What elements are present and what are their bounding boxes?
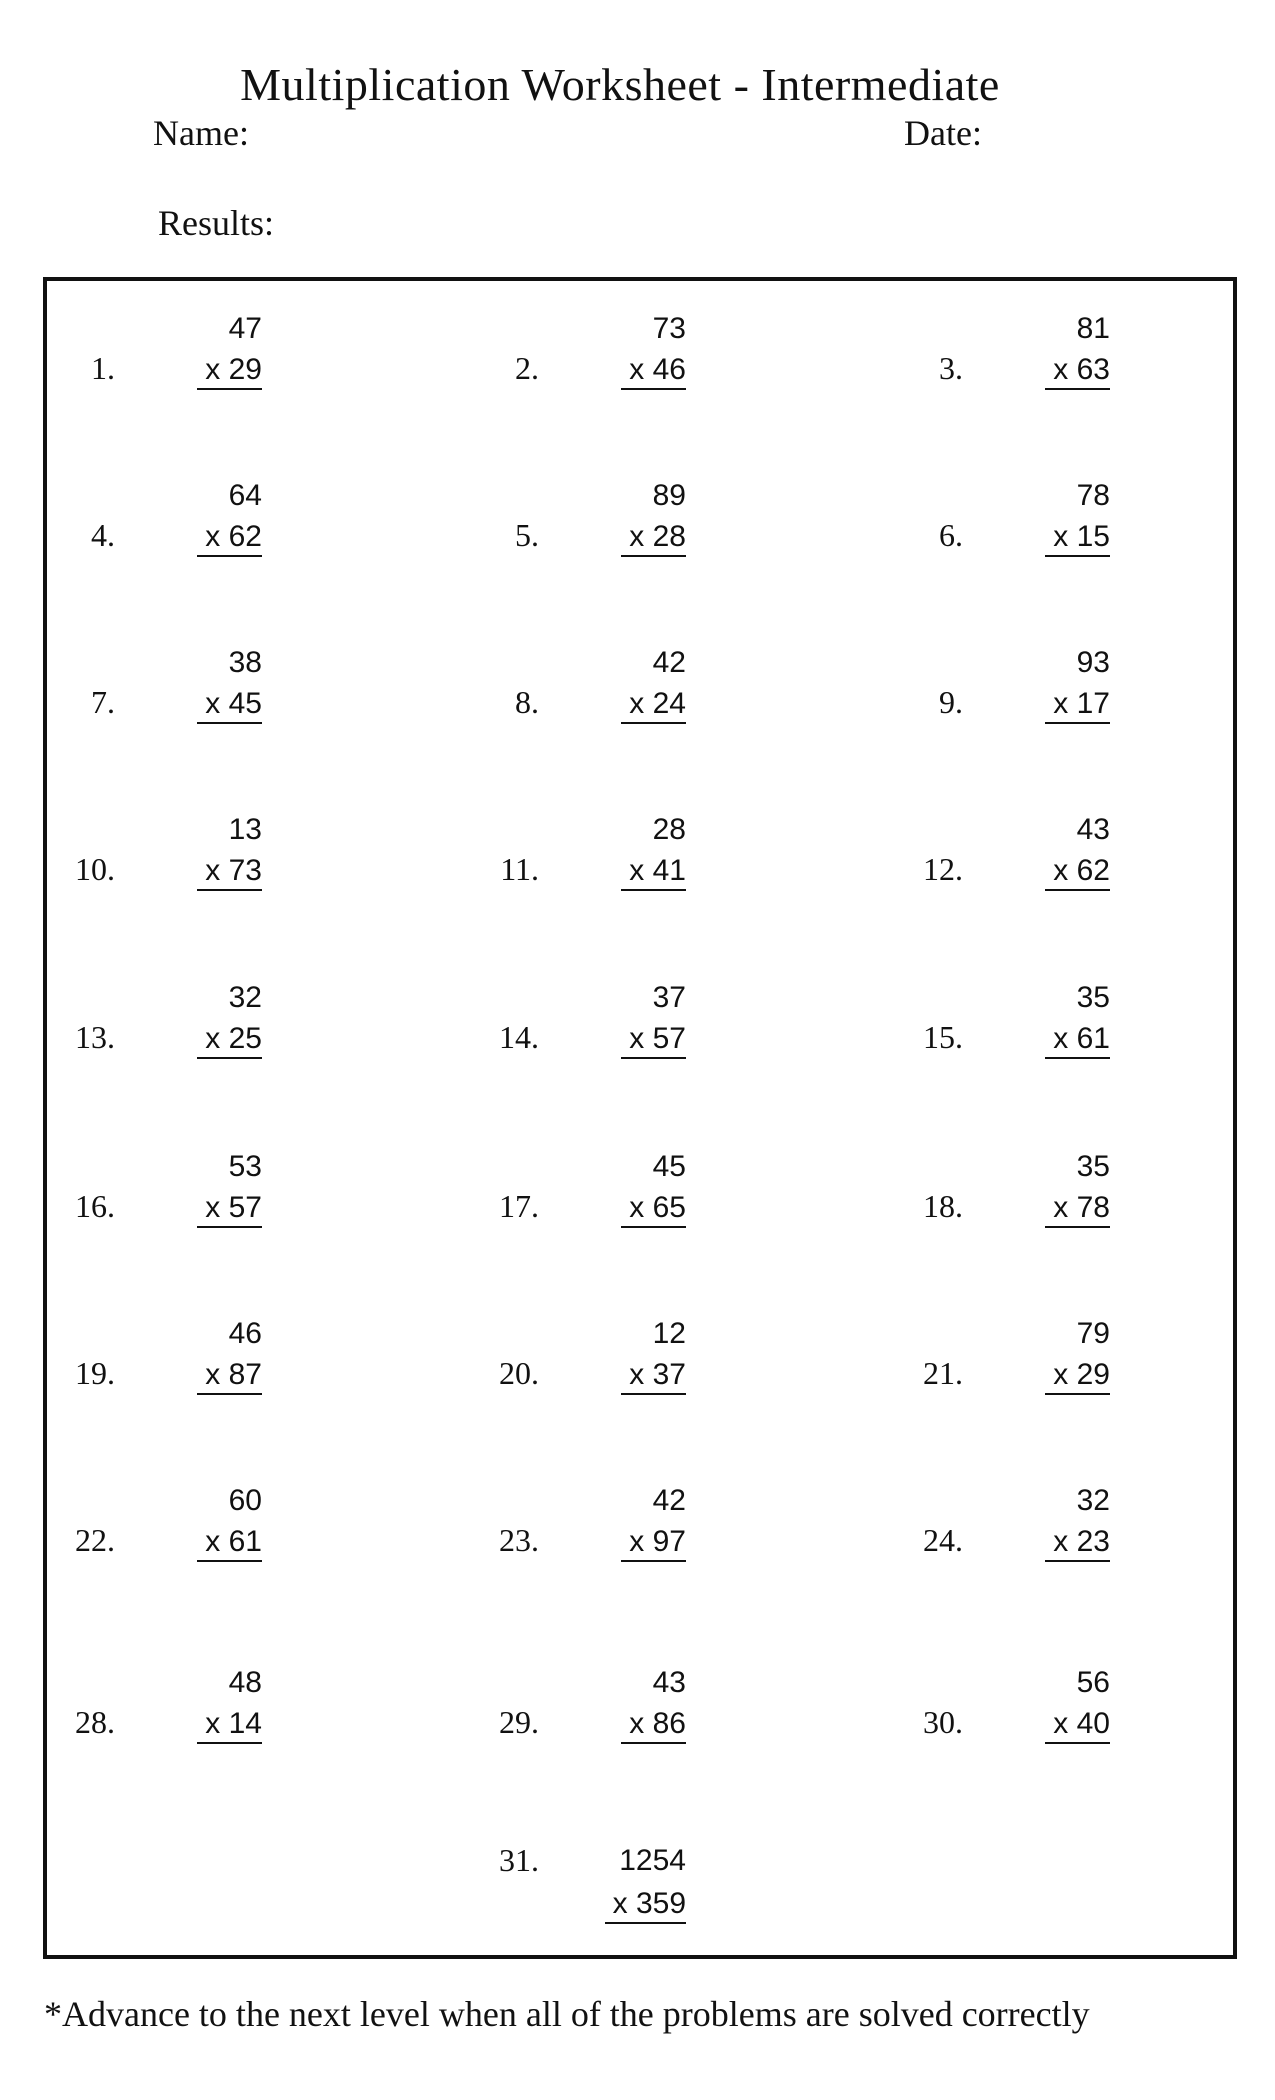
problem-bottom-operand: x 23: [1045, 1524, 1110, 1562]
problem-top-operand: 93: [1076, 646, 1110, 679]
problem-bottom-operand: x 15: [1045, 519, 1110, 557]
problem-number: 15.: [923, 1019, 963, 1055]
problem-bottom-operand: x 359: [605, 1886, 686, 1924]
problem-number: 21.: [923, 1355, 963, 1391]
problem-top-operand: 56: [1076, 1666, 1110, 1699]
problem-number: 31.: [499, 1842, 539, 1878]
problem-number: 8.: [515, 684, 539, 720]
problem-19: [10, 1317, 310, 1437]
footnote: *Advance to the next level when all of the problems are solved correctly: [44, 1994, 1090, 2034]
problem-26: [434, 1666, 734, 1786]
problem-top-operand: 28: [652, 813, 686, 846]
problem-top-operand: 45: [652, 1150, 686, 1183]
problem-13: [10, 981, 310, 1101]
problem-2: [434, 312, 734, 432]
problem-number: 10.: [75, 851, 115, 887]
problem-top-operand: 79: [1076, 1317, 1110, 1350]
problem-22: [10, 1484, 310, 1604]
problem-top-operand: 47: [228, 312, 262, 345]
problem-number: 14.: [499, 1019, 539, 1055]
problem-number: 17.: [499, 1188, 539, 1224]
problem-number: 4.: [91, 517, 115, 553]
problem-bottom-operand: x 37: [621, 1357, 686, 1395]
problem-bottom-operand: x 40: [1045, 1706, 1110, 1744]
problem-9: [858, 646, 1158, 766]
problem-top-operand: 35: [1076, 981, 1110, 1014]
problem-number: 19.: [75, 1355, 115, 1391]
problem-bottom-operand: x 29: [1045, 1357, 1110, 1395]
problem-number: 7.: [91, 684, 115, 720]
problem-8: [434, 646, 734, 766]
problem-bottom-operand: x 25: [197, 1021, 262, 1059]
problem-28: [434, 1842, 734, 1962]
problem-bottom-operand: x 73: [197, 853, 262, 891]
problem-bottom-operand: x 29: [197, 352, 262, 390]
problem-bottom-operand: x 62: [197, 519, 262, 557]
problem-number: 30.: [923, 1704, 963, 1740]
problem-6: [858, 479, 1158, 599]
problem-top-operand: 37: [652, 981, 686, 1014]
problem-number: 28.: [75, 1704, 115, 1740]
problem-1: [10, 312, 310, 432]
problem-12: [858, 813, 1158, 933]
problem-top-operand: 64: [228, 479, 262, 512]
problem-bottom-operand: x 17: [1045, 686, 1110, 724]
problem-4: [10, 479, 310, 599]
problem-18: [858, 1150, 1158, 1270]
problem-number: 13.: [75, 1019, 115, 1055]
problem-number: 12.: [923, 851, 963, 887]
problem-bottom-operand: x 86: [621, 1706, 686, 1744]
problem-23: [434, 1484, 734, 1604]
problem-27: [858, 1666, 1158, 1786]
problem-bottom-operand: x 46: [621, 352, 686, 390]
problem-top-operand: 53: [228, 1150, 262, 1183]
problem-top-operand: 32: [228, 981, 262, 1014]
problem-top-operand: 42: [652, 1484, 686, 1517]
problem-top-operand: 38: [228, 646, 262, 679]
problem-top-operand: 12: [652, 1317, 686, 1350]
problem-top-operand: 1254: [619, 1844, 686, 1877]
problem-7: [10, 646, 310, 766]
problem-number: 2.: [515, 350, 539, 386]
problem-number: 1.: [91, 350, 115, 386]
problem-number: 20.: [499, 1355, 539, 1391]
problem-number: 18.: [923, 1188, 963, 1224]
problem-number: 11.: [500, 851, 539, 887]
problem-bottom-operand: x 63: [1045, 352, 1110, 390]
problem-3: [858, 312, 1158, 432]
problem-11: [434, 813, 734, 933]
problem-bottom-operand: x 97: [621, 1524, 686, 1562]
problem-top-operand: 78: [1076, 479, 1110, 512]
problem-top-operand: 48: [228, 1666, 262, 1699]
problem-bottom-operand: x 24: [621, 686, 686, 724]
problem-number: 22.: [75, 1522, 115, 1558]
problem-bottom-operand: x 14: [197, 1706, 262, 1744]
problem-5: [434, 479, 734, 599]
name-label: Name:: [153, 113, 249, 153]
problem-top-operand: 42: [652, 646, 686, 679]
problem-14: [434, 981, 734, 1101]
problem-top-operand: 32: [1076, 1484, 1110, 1517]
problem-top-operand: 81: [1076, 312, 1110, 345]
problem-bottom-operand: x 57: [621, 1021, 686, 1059]
problem-bottom-operand: x 65: [621, 1190, 686, 1228]
problem-number: 6.: [939, 517, 963, 553]
problem-bottom-operand: x 57: [197, 1190, 262, 1228]
problem-bottom-operand: x 62: [1045, 853, 1110, 891]
problem-21: [858, 1317, 1158, 1437]
problem-25: [10, 1666, 310, 1786]
problem-number: 24.: [923, 1522, 963, 1558]
problem-17: [434, 1150, 734, 1270]
page-title: Multiplication Worksheet - Intermediate: [240, 59, 1000, 110]
problem-bottom-operand: x 61: [1045, 1021, 1110, 1059]
problem-top-operand: 43: [652, 1666, 686, 1699]
problem-top-operand: 60: [228, 1484, 262, 1517]
problem-bottom-operand: x 78: [1045, 1190, 1110, 1228]
problem-number: 16.: [75, 1188, 115, 1224]
problem-bottom-operand: x 41: [621, 853, 686, 891]
problem-10: [10, 813, 310, 933]
problem-top-operand: 43: [1076, 813, 1110, 846]
problem-number: 23.: [499, 1522, 539, 1558]
problem-top-operand: 73: [652, 312, 686, 345]
problem-number: 3.: [939, 350, 963, 386]
problem-top-operand: 46: [228, 1317, 262, 1350]
results-label: Results:: [158, 203, 275, 243]
problem-bottom-operand: x 45: [197, 686, 262, 724]
problem-16: [10, 1150, 310, 1270]
problem-bottom-operand: x 87: [197, 1357, 262, 1395]
problem-number: 5.: [515, 517, 539, 553]
problem-top-operand: 13: [228, 813, 262, 846]
date-label: Date:: [904, 113, 982, 153]
problem-top-operand: 89: [652, 479, 686, 512]
problem-number: 29.: [499, 1704, 539, 1740]
problem-24: [858, 1484, 1158, 1604]
problem-20: [434, 1317, 734, 1437]
problem-number: 9.: [939, 684, 963, 720]
problem-top-operand: 35: [1076, 1150, 1110, 1183]
problem-bottom-operand: x 28: [621, 519, 686, 557]
problem-bottom-operand: x 61: [197, 1524, 262, 1562]
problem-15: [858, 981, 1158, 1101]
